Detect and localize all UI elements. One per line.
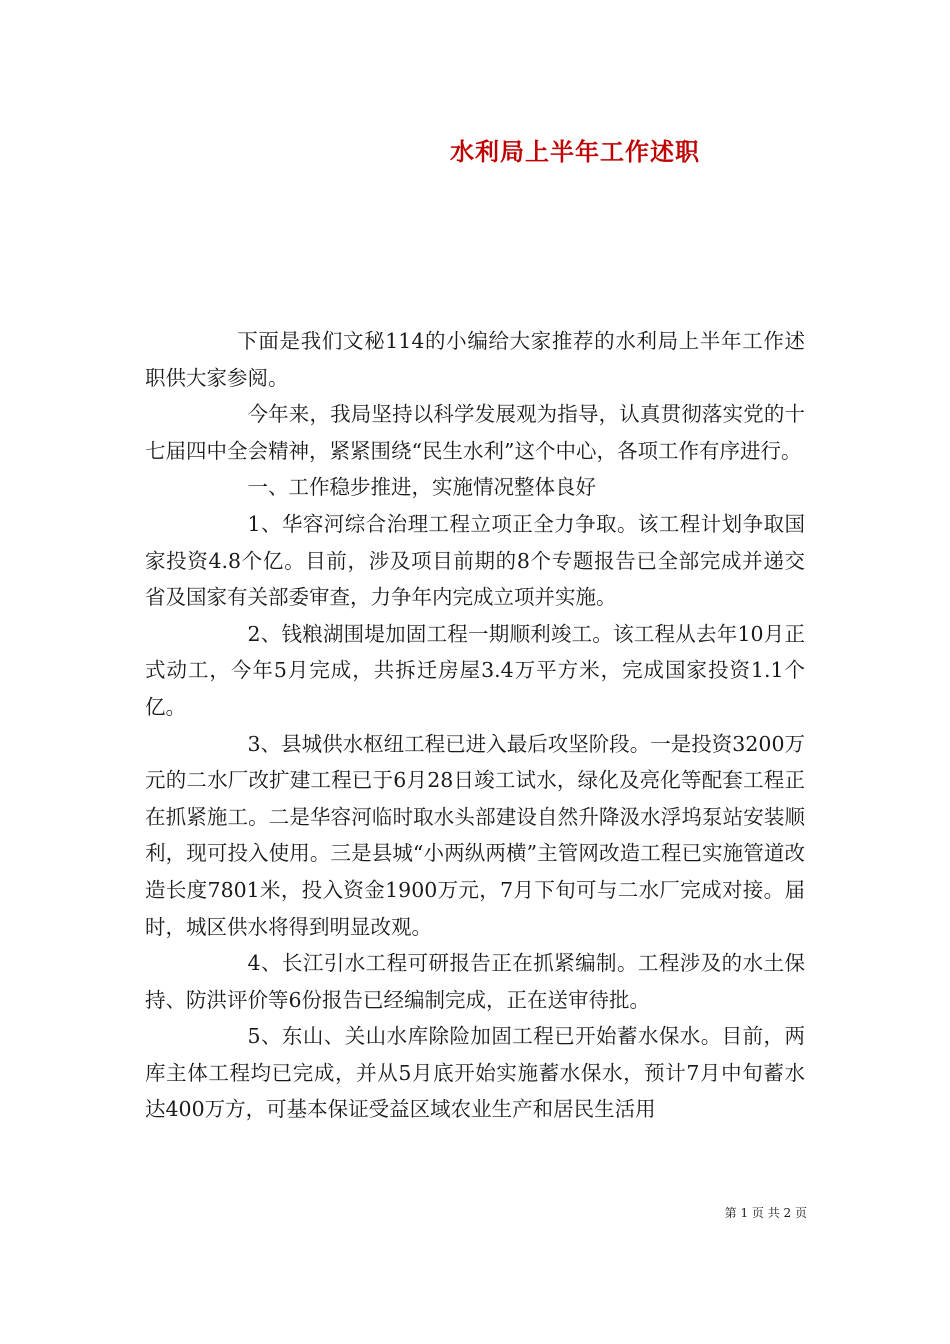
document-title: 水利局上半年工作述职 [450,137,700,166]
paragraph-item-4: 4、长江引水工程可研报告正在抓紧编制。工程涉及的水土保持、防洪评价等6份报告已经编制完成，正在送审待批。 [145,951,805,1012]
paragraph-item-1: 1、华容河综合治理工程立项正全力争取。该工程计划争取国家投资4.8个亿。目前，涉及项目前期的8个专题报告已全部完成并递交省及国家有关部委审查，力争年内完成立项并实施。 [145,511,805,610]
page-number-footer: 第 1 页 共 2 页 [724,1206,807,1220]
paragraph-intro: 下面是我们文秘114的小编给大家推荐的水利局上半年工作述职供大家参阅。 [145,329,805,390]
paragraph-item-5: 5、东山、关山水库除险加固工程已开始蓄水保水。目前，两库主体工程均已完成，并从5月底开始实施蓄水保水，预计7月中旬蓄水达400万方，可基本保证受益区域农业生产和居民生活用 [145,1024,805,1122]
document-body [145,323,805,1128]
paragraph-overview: 今年来，我局坚持以科学发展观为指导，认真贯彻落实党的十七届四中全会精神，紧紧围绕“民生水利”这个中心，各项工作有序进行。 [145,402,805,463]
paragraph-item-2: 2、钱粮湖围堤加固工程一期顺利竣工。该工程从去年10月正式动工，今年5月完成，共拆迁房屋3.4万平方米，完成国家投资1.1个亿。 [145,621,805,719]
section-heading: 一、工作稳步推进，实施情况整体良好 [247,475,596,500]
paragraph-item-3: 3、县城供水枢纽工程已进入最后攻坚阶段。一是投资3200万元的二水厂改扩建工程已于6月28日竣工试水，绿化及亮化等配套工程正在抓紧施工。二是华容河临时取水头部建设自然升降汲水浮坞泵站安装顺利，现可投入使用。三是县城“小两纵两横”主管网改造工程已实施管道改造长度7801米，投入资金1900万元，7月下旬可与二水厂完成对接。届时，城区供水将得到明显改观。 [145,731,805,939]
